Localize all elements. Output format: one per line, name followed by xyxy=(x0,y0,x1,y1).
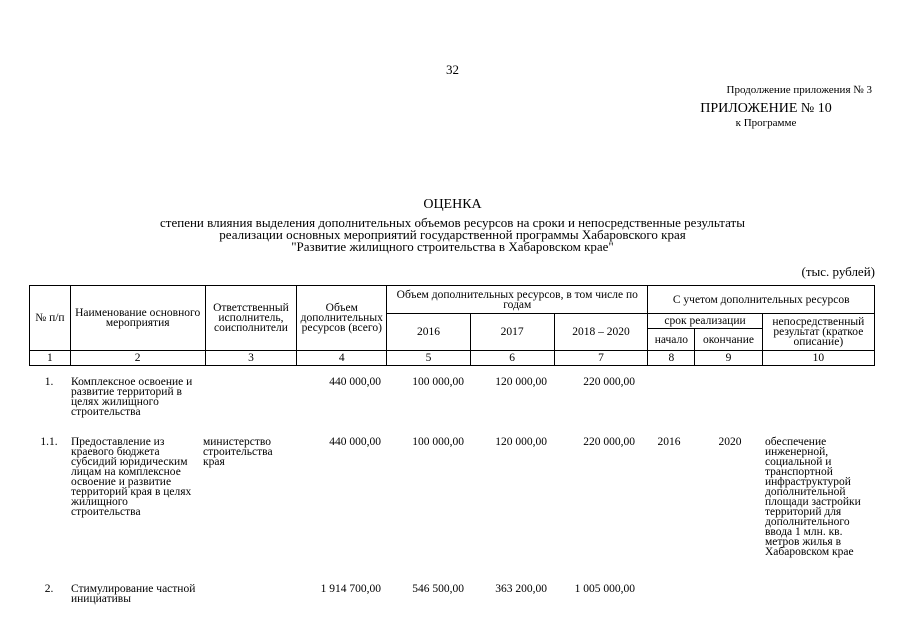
header-2016: 2016 xyxy=(387,314,471,351)
row-2018-2020: 220 000,00 xyxy=(583,376,635,388)
document-heading xyxy=(0,199,905,253)
header-start: начало xyxy=(648,329,695,351)
header-name: Наименование основного мероприятия xyxy=(70,286,205,351)
row-total: 440 000,00 xyxy=(329,376,381,388)
header-2018-2020: 2018 – 2020 xyxy=(554,314,648,351)
row-start: 2016 xyxy=(657,436,681,448)
header-considering: С учетом дополнительных ресурсов xyxy=(648,286,875,314)
column-number: 9 xyxy=(695,351,762,366)
row-2016: 100 000,00 xyxy=(412,376,464,388)
row-end: 2020 xyxy=(718,436,742,448)
header-end: окончание xyxy=(695,329,762,351)
row-executor: министерство строительства края xyxy=(203,436,273,468)
appendix-title: ПРИЛОЖЕНИЕ № 10 xyxy=(700,101,832,116)
row-2018-2020: 220 000,00 xyxy=(583,436,635,448)
header-executor: Ответственный исполнитель, соисполнители xyxy=(205,286,297,351)
row-2018-2020: 1 005 000,00 xyxy=(574,583,635,595)
resources-table-header xyxy=(29,285,875,366)
header-2017: 2017 xyxy=(470,314,554,351)
column-number: 4 xyxy=(297,351,387,366)
page-number: 32 xyxy=(446,62,459,77)
column-number: 5 xyxy=(387,351,471,366)
heading-line-2: реализации основных мероприятий государственной программы Хабаровского края xyxy=(219,227,686,242)
header-result: непосредственный результат (краткое описание) xyxy=(762,314,874,351)
heading-line-3: "Развитие жилищного строительства в Хабаровском крае" xyxy=(291,239,614,254)
column-number: 2 xyxy=(70,351,205,366)
row-2016: 100 000,00 xyxy=(412,436,464,448)
heading-line-1: степени влияния выделения дополнительных объемов ресурсов на сроки и непосредственные результаты xyxy=(160,215,745,230)
row-number: 1. xyxy=(44,376,54,388)
row-2016: 546 500,00 xyxy=(412,583,464,595)
row-2017: 120 000,00 xyxy=(495,376,547,388)
column-number: 7 xyxy=(554,351,648,366)
row-number: 2. xyxy=(44,583,54,595)
row-name: Предоставление из краевого бюджета субсидий юридическим лицам на комплексное освоение и развитие территорий края в целях жилищного строительства xyxy=(71,436,192,518)
appendix-subtitle: к Программе xyxy=(735,117,797,129)
row-2017: 363 200,00 xyxy=(495,583,547,595)
header-no: № п/п xyxy=(30,286,71,351)
header-term: срок реализации xyxy=(648,314,762,329)
row-total: 1 914 700,00 xyxy=(320,583,381,595)
row-result: обеспечение инженерной, социальной и транспортной инфраструктурой дополнительной площади застройки территорий для дополнительного ввода 1 млн. кв. метров жилья в Хабаровском крае xyxy=(765,436,861,558)
appendix-block xyxy=(660,84,872,129)
column-number: 1 xyxy=(30,351,71,366)
document-title: ОЦЕНКА xyxy=(423,197,482,212)
column-number: 8 xyxy=(648,351,695,366)
appendix-continuation: Продолжение приложения № 3 xyxy=(726,84,872,96)
header-by-years: Объем дополнительных ресурсов, в том числе по годам xyxy=(387,286,648,314)
row-number: 1.1. xyxy=(40,436,58,448)
column-number: 6 xyxy=(470,351,554,366)
column-number: 10 xyxy=(762,351,874,366)
header-volume: Объем дополнительных ресурсов (всего) xyxy=(297,286,387,351)
row-total: 440 000,00 xyxy=(329,436,381,448)
units-label: (тыс. рублей) xyxy=(801,264,875,279)
row-name: Стимулирование частной инициативы xyxy=(71,583,196,605)
column-number: 3 xyxy=(205,351,297,366)
row-name: Комплексное освоение и развитие территорий в целях жилищного строительства xyxy=(71,376,193,418)
row-2017: 120 000,00 xyxy=(495,436,547,448)
